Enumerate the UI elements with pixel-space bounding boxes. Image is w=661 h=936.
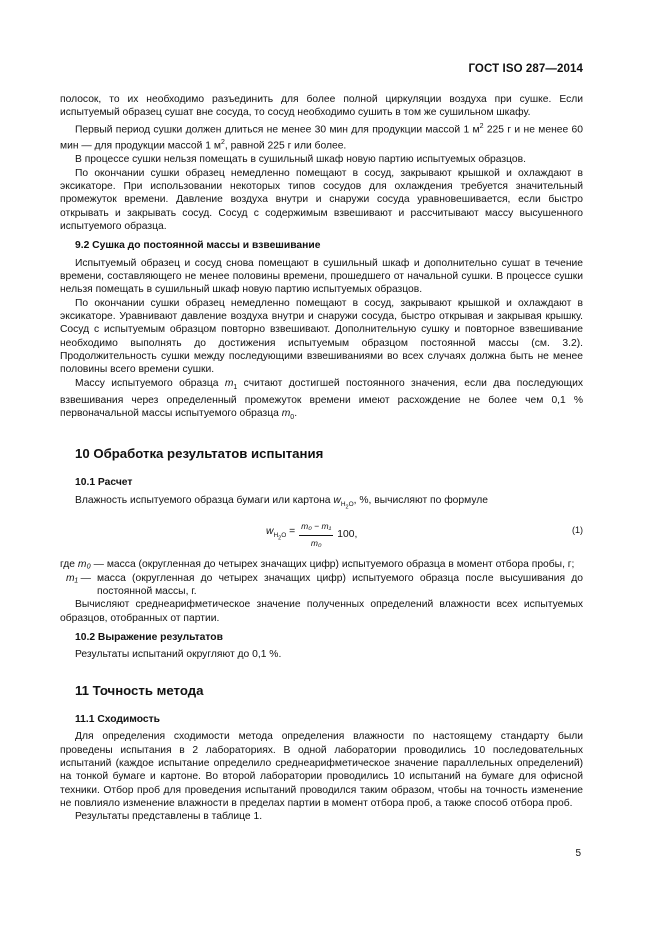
paragraph: По окончании сушки образец немедленно помещают в сосуд, закрывают крышкой и охлаждают в эксикаторе. При использовании некоторых типов сосудов для охлаждения требуется значительный промежуток времени. Давление воздуха внутри и снаружи сосуда уравновешивается, если быстро открывать и закрывать сосуд. Сосуд с содержимым взвешивают и рассчитывают массу высушенного испытуемого образца. xyxy=(60,167,583,232)
section-heading: 10 Обработка результатов испытания xyxy=(75,445,324,461)
document-header: ГОСТ ISO 287—2014 xyxy=(468,63,583,75)
section-heading: 11 Точность метода xyxy=(75,682,204,698)
paragraph: полосок, то их необходимо разъединить для более полной циркуляции воздуха при сушке. Если испытуемый образец сушат вне сосуда, то сосуд необходимо сушить в том же сушильном шкафу. xyxy=(60,94,583,119)
paragraph: Для определения сходимости метода определения влажности по настоящему стандарту были проведены испытания в 2 лабораториях. В одной лаборатории проводились 10 последовательных испытаний (каждое испытание определило среднеарифметическое значение параллельных определений) на тонкой бумаге и картоне. Во второй лаборатории проводились 10 испытаний на бумаге для офисной техники. Отбор проб для проведения испытаний проводился таким образом, чтобы на точность изменение не повлияло изменение влажности в пределах партии в момент отбора проб, а также способ отбора проб. xyxy=(60,731,583,810)
definition-item: m₁ — масса (округленная до четырех значащих цифр) испытуемого образца после высушивания до постоянной массы, г. xyxy=(66,572,583,597)
formula: $w_{H_2O}$ = $\frac{\text{m₀ − m₁}}{\text{m₀}}$ 100, (1) xyxy=(60,520,583,550)
subsection-heading: 9.2 Сушка до постоянной массы и взвешивание xyxy=(75,240,321,252)
paragraph: Первый период сушки должен длиться не менее 30 мин для продукции массой 1 $м^2$ 225 г и не менее 60 мин — для продукции массой 1 $м^2$, равной 225 г или более. xyxy=(60,122,583,152)
subsection-heading: 10.1 Расчет xyxy=(75,477,133,489)
paragraph: Вычисляют среднеарифметическое значение полученных определений влажности всех испытуемых образцов, отобранных от партии. xyxy=(60,599,583,624)
equation-number: (1) xyxy=(572,525,583,536)
formula-fraction: $\frac{\text{m₀ − m₁}}{\text{m₀}}$ xyxy=(301,521,332,548)
definition-item: где m₀ — масса (округленная до четырех значащих цифр) испытуемого образца в момент отбора пробы, г; xyxy=(60,559,575,571)
paragraph: Влажность испытуемого образца бумаги или картона $w_{H_2O}$, %, вычисляют по формуле xyxy=(75,494,488,510)
document-body xyxy=(60,93,583,824)
paragraph: В процессе сушки нельзя помещать в сушильный шкаф новую партию испытуемых образцов. xyxy=(75,154,526,166)
paragraph: По окончании сушки образец немедленно помещают в сосуд, закрывают крышкой и охлаждают в эксикаторе. Уравнивают давление воздуха внутри и снаружи сосуда, быстро открывая и закрывая крышку. Сосуд с испытуемым образцом повторно взвешивают. Дополнительную сушку и повторное взвешивание необходимо выполнять до достижения испытуемым образцом постоянной массы (см. 3.2). Продолжительность сушки между последующими взвешиваниями во всех случаях должна быть не менее половины всего времени сушки. xyxy=(60,297,583,376)
subsection-heading: 11.1 Сходимость xyxy=(75,713,160,725)
page-number: 5 xyxy=(575,848,581,859)
subsection-heading: 10.2 Выражение результатов xyxy=(75,631,223,643)
paragraph: Результаты представлены в таблице 1. xyxy=(75,811,263,823)
paragraph: Массу испытуемого образца $m_1$ считают достигшей постоянного значения, если два последующих взвешивания через определенный промежуток времени имеют расхождение не более чем 0,1 % первоначальной массы испытуемого образца $m_0$. xyxy=(60,377,583,422)
paragraph: Испытуемый образец и сосуд снова помещают в сушильный шкаф и дополнительно сушат в течение времени, составляющего не менее половины времени, прошедшего от начальной сушки. В процессе сушки нельзя помещать в сушильный шкаф новую партию испытуемых образцов. xyxy=(60,257,583,296)
paragraph: Результаты испытаний округляют до 0,1 %. xyxy=(75,649,282,661)
